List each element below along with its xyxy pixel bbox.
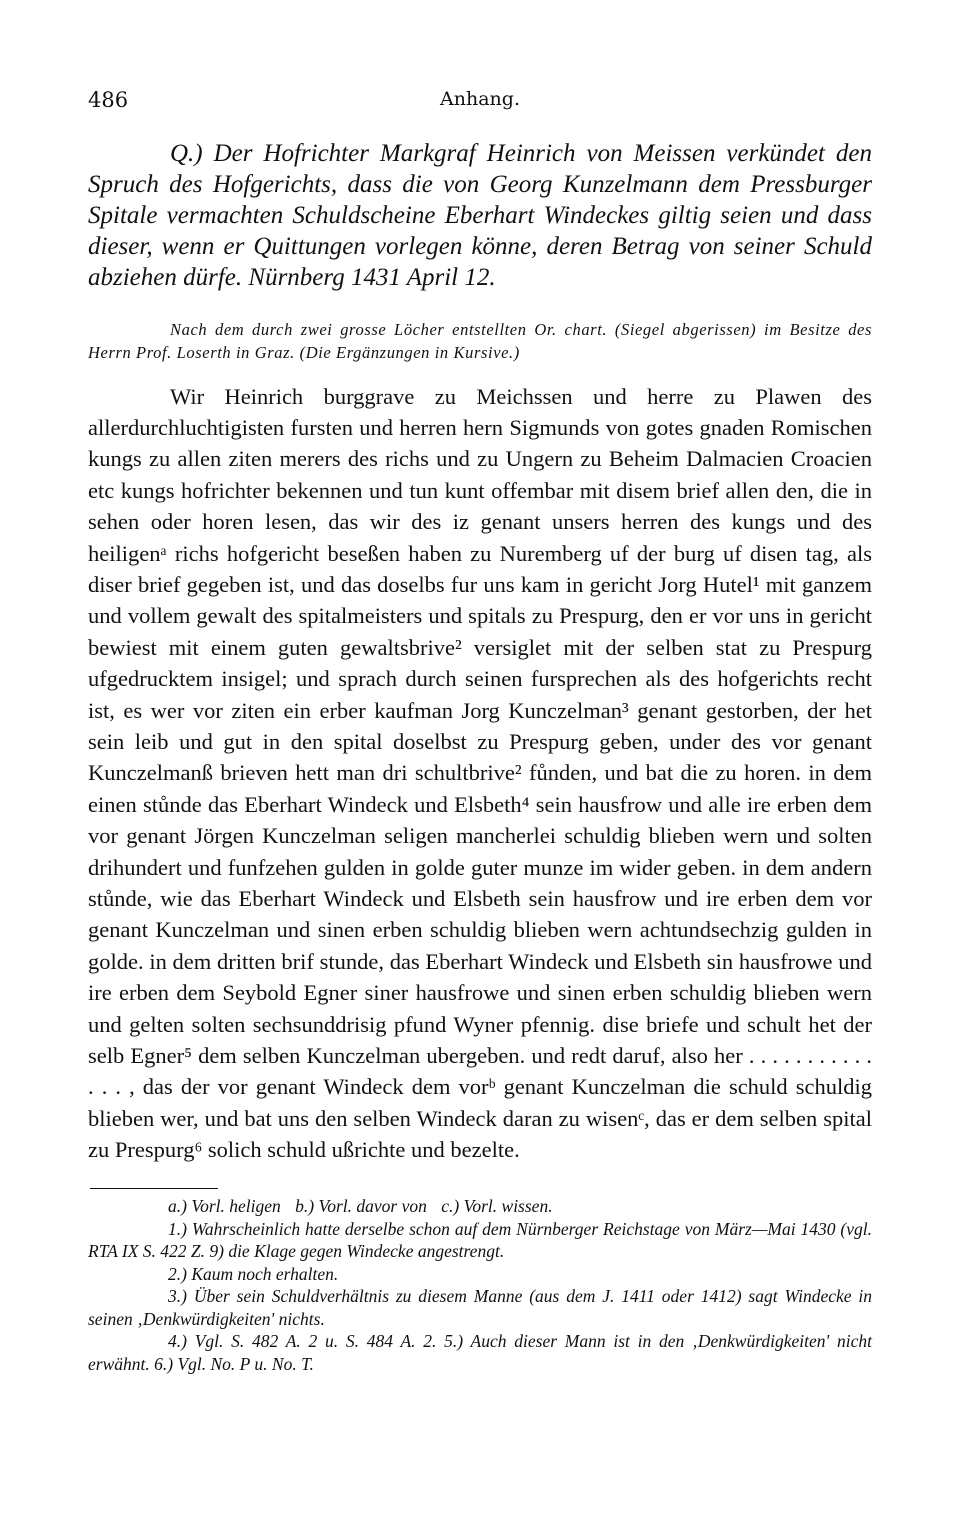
page-number: 486 — [88, 88, 129, 112]
document-page — [88, 88, 872, 1375]
variant-note-c: c.) Vorl. wissen. — [441, 1196, 553, 1217]
document-heading: Q.) Der Hofrichter Markgraf Heinrich von Meissen verkündet den Spruch des Hofgerichts, dass die von Georg Kunzelmann dem Pressburger Spitale vermachten Schuldscheine Eberhart Windeckes giltig seien und dass dieser, wenn er Quittungen vorlegen könne, deren Betrag von seiner Schuld abziehen dürfe. Nürnberg 1431 April 12. — [88, 140, 872, 291]
footnote-3: 3.) Über sein Schuldverhältnis zu diesem Manne (aus dem J. 1411 oder 1412) sagt Windecke in seinen ‚Denkwürdigkeiten' nichts. — [88, 1286, 872, 1329]
page-header — [88, 88, 872, 128]
footnote-2: 2.) Kaum noch erhalten. — [168, 1263, 339, 1284]
footnote-1: 1.) Wahrscheinlich hatte derselbe schon auf dem Nürnberger Reichstage von März—Mai 1430 (vgl. RTA IX S. 422 Z. 9) die Klage gegen Windecke angestrengt. — [88, 1218, 872, 1262]
running-head: Anhang. — [440, 88, 520, 110]
variant-notes — [88, 1195, 872, 1218]
document-body: Wir Heinrich burggrave zu Meichssen und herre zu Plawen des allerdurchluchtigisten fursten und herren hern Sigmunds von gotes gnaden Romischen kungs zu allen ziten merers des richs und zu Ungern zu Beheim Dalmacien Croacien etc kungs hofrichter bekennen und tun kunt offembar mit disem brief allen den, die in sehen oder horen lesen, das wir des iz genant unsers herren des kungs und des heiligenᵃ richs hofgericht beseßen haben zu Nuremberg uf der burg uf disen tag, als diser brief gegeben ist, und das doselbs fur uns kam in gericht Jorg Hutel¹ mit ganzem und vollem gewalt des spitalmeisters und spitals zu Prespurg, den er vor uns in gericht bewiest mit einem guten gewaltsbrive² versiglet mit der selben stat zu Prespurg ufgedrucktem insigel; und sprach durch seinen fursprechen als des hofgerichts recht ist, es wer vor ziten ein erber kaufman Jorg Kunczelman³ genant gestorben, der het sein leib und gut in den spital doselbst zu Prespurg geben, under des vor genant Kunczelmanß brieven hett man dri schultbrive² fůnden, und bat die zu horen. in dem einen stůnde das Eberhart Windeck und Elsbeth⁴ sein hausfrow und alle ire erben dem vor genant Jörgen Kunczelman seligen mancherlei schuldig blieben wern und solten drihundert und funfzehen gulden in golde guter munze im wider geben. in dem andern stůnde, wie das Eberhart Windeck und Elsbeth sein hausfrow und ire erben dem vor genant Kunczelman und sinen erben schuldig blieben wern achtundsechzig gulden in golde. in dem dritten brif stunde, das Eberhart Windeck und Elsbeth sin hausfrowe und ire erben dem Seybold Egner siner hausfrowe und sinen erben schuldig blieben wern und gelten solten sechsunddrisig pfund Wyner pfennig. dise briefe und schult het der selb Egner⁵ dem selben Kunczelman ubergeben. und redt daruf, also her . . . . . . . . . . . . . . , das der vor genant Windeck dem vorᵇ genant Kunczelman die schuld schuldig blieben wer, und bat uns den selben Windeck daran zu wisenᶜ, das er dem selben spital zu Prespurg⁶ solich schuld ußrichte und bezelte. — [88, 383, 872, 1163]
footnote-divider — [90, 1188, 218, 1189]
variant-note-b: b.) Vorl. davor von — [295, 1196, 427, 1217]
source-note: Nach dem durch zwei grosse Löcher entstellten Or. chart. (Siegel abgerissen) im Besitze des Herrn Prof. Loserth in Graz. (Die Ergänzungen in Kursive.) — [88, 320, 872, 362]
footnotes — [88, 1195, 872, 1375]
footnote-4-5-6: 4.) Vgl. S. 482 A. 2 u. S. 484 A. 2. 5.) Auch dieser Mann ist in den ‚Denkwürdigkeiten' nicht erwähnt. 6.) Vgl. No. P u. No. T. — [88, 1331, 872, 1374]
variant-note-a: a.) Vorl. heligen — [168, 1196, 281, 1217]
